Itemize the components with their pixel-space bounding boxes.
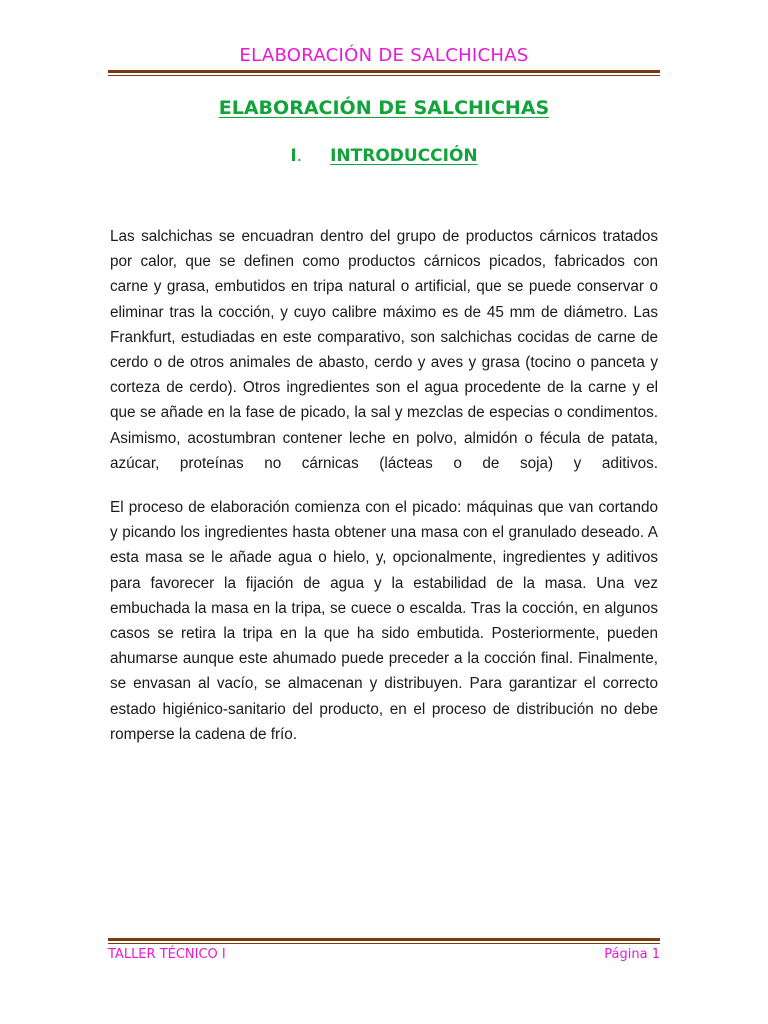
document-body — [110, 224, 658, 766]
footer-divider — [108, 938, 660, 944]
running-header-title: ELABORACIÓN DE SALCHICHAS — [239, 45, 529, 66]
document-title: ELABORACIÓN DE SALCHICHAS — [218, 97, 550, 119]
footer-course-name: TALLER TÉCNICO I — [108, 947, 226, 962]
page-footer — [108, 945, 660, 965]
section-number: I — [290, 146, 297, 166]
footer-page-number: Página 1 — [604, 947, 660, 962]
section-title: INTRODUCCIÓN — [330, 146, 478, 166]
paragraph-introduction: Las salchichas se encuadran dentro del grupo de productos cárnicos tratados por calor, que se definen como productos cárnicos picados, fabricados con carne y grasa, embutidos en tripa natural o artificial, que se puede conservar o eliminar tras la cocción, y cuyo calibre máximo es de 45 mm de diámetro. Las Frankfurt, estudiadas en este comparativo, son salchichas cocidas de carne de cerdo o de otros animales de abasto, cerdo y aves y grasa (tocino o panceta y corteza de cerdo). Otros ingredientes son el agua procedente de la carne y el que se añade en la fase de picado, la sal y mezclas de especias o condimentos. Asimismo, acostumbran contener leche en polvo, almidón o fécula de patata, azúcar, proteínas no cárnicas (lácteas o de soja) y aditivos. — [110, 228, 658, 472]
section-heading — [108, 144, 660, 168]
header-divider — [108, 70, 660, 76]
paragraph-process: El proceso de elaboración comienza con el picado: máquinas que van cortando y picando los ingredientes hasta obtener una masa con el granulado deseado. A esta masa se le añade agua o hielo, y, opcionalmente, ingredientes y aditivos para favorecer la fijación de agua y la estabilidad de la masa. Una vez embuchada la masa en la tripa, se cuece o escalda. Tras la cocción, en algunos casos se retira la tripa en la que ha sido embutida. Posteriormente, pueden ahumarse aunque este ahumado puede preceder a la cocción final. Finalmente, se envasan al vacío, se almacenan y distribuyen. Para garantizar el correcto estado higiénico-sanitario del producto, en el proceso de distribución no debe romperse la cadena de frío. — [110, 499, 658, 743]
section-number-dot: . — [296, 146, 303, 166]
